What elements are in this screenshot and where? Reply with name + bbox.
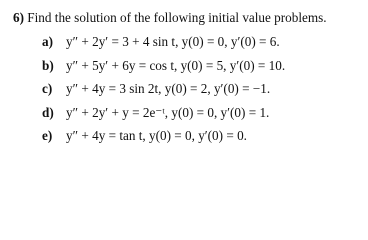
item-letter: a) [42, 34, 53, 49]
problem-number: 6) [13, 10, 24, 25]
item-letter: d) [42, 104, 54, 120]
problem-item-a [42, 34, 285, 58]
problem-item-b [42, 58, 285, 82]
item-equation: y″ + 4y = tan t, y(0) = 0, y′(0) = 0. [66, 128, 247, 143]
item-equation: y″ + 5y′ + 6y = cos t, y(0) = 5, y′(0) = 10. [66, 57, 286, 73]
problem-item-e [42, 128, 285, 152]
item-equation: y″ + 2y′ = 3 + 4 sin t, y(0) = 0, y′(0) = 6. [66, 34, 280, 49]
problem-statement: Find the solution of the following initial value problems. [27, 10, 327, 25]
item-letter: b) [42, 57, 54, 73]
item-letter: c) [42, 81, 53, 96]
problem-item-c [42, 81, 285, 105]
item-equation: y″ + 4y = 3 sin 2t, y(0) = 2, y′(0) = −1. [66, 81, 271, 96]
problem-item-d [42, 105, 285, 129]
problem-header [13, 10, 327, 26]
problem-list [42, 34, 285, 152]
item-equation: y″ + 2y′ + y = 2e⁻ᵗ, y(0) = 0, y′(0) = 1. [66, 104, 270, 120]
item-letter: e) [42, 128, 53, 143]
